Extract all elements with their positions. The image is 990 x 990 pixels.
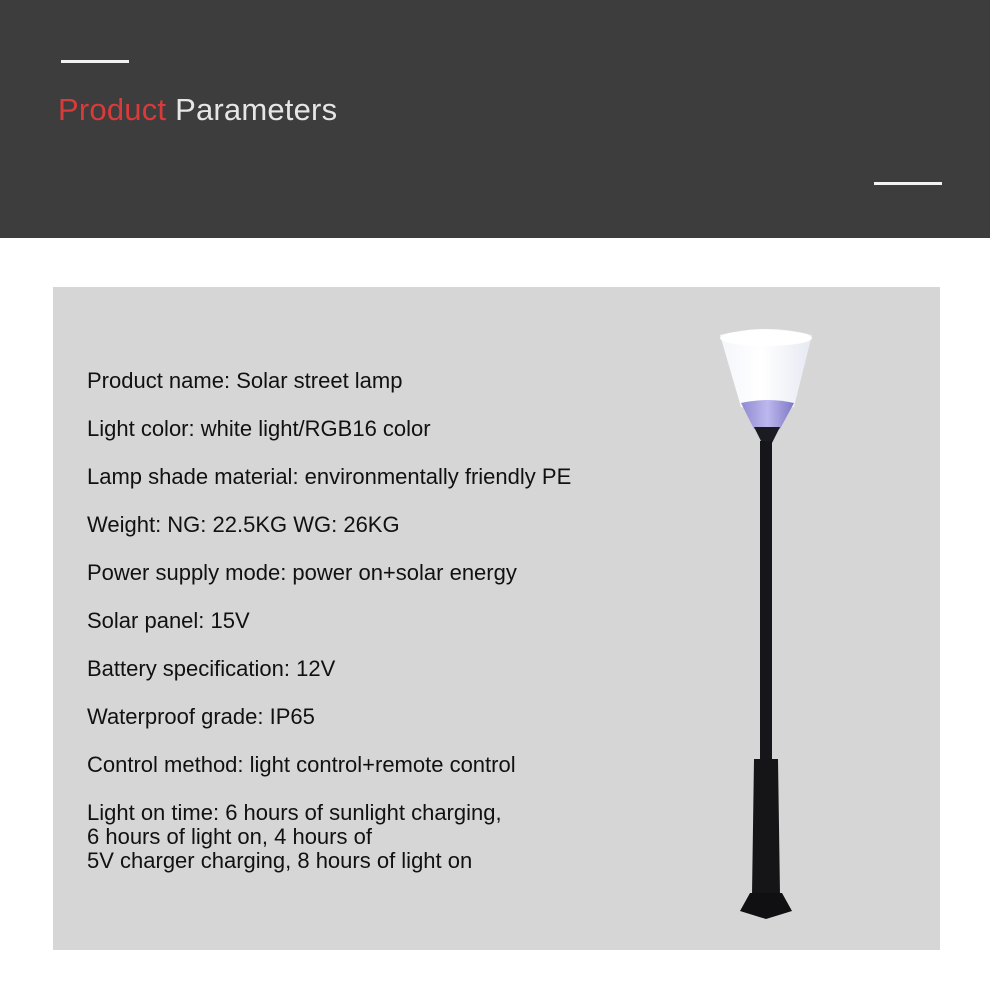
rgb-light-band [741, 400, 794, 431]
lamp-pole-lower [752, 759, 780, 895]
spec-light-color: Light color: white light/RGB16 color [87, 416, 431, 441]
spec-product-name: Product name: Solar street lamp [87, 368, 403, 393]
spec-solar-panel: Solar panel: 15V [87, 608, 250, 633]
spec-weight: Weight: NG: 22.5KG WG: 26KG [87, 512, 400, 537]
spec-waterproof-grade: Waterproof grade: IP65 [87, 704, 315, 729]
lamp-shade-rim [720, 330, 812, 346]
spec-control-method: Control method: light control+remote control [87, 752, 516, 777]
product-spec-panel [53, 287, 940, 950]
spec-list [87, 369, 667, 873]
title-accent-word: Product [58, 92, 167, 127]
header-banner [0, 0, 990, 238]
spec-power-supply-mode: Power supply mode: power on+solar energy [87, 560, 517, 585]
page-title [58, 90, 337, 130]
lamp-pole-upper [760, 441, 772, 759]
spec-light-on-time: Light on time: 6 hours of sunlight charging, 6 hours of light on, 4 hours of 5V charger charging, 8 hours of light on [87, 800, 502, 873]
decorative-rule-bottom-right [874, 182, 942, 185]
lamp-base [740, 893, 792, 919]
spec-lamp-shade-material: Lamp shade material: environmentally friendly PE [87, 464, 572, 489]
street-lamp-image [708, 327, 828, 927]
lamp-neck [754, 427, 780, 443]
spec-battery: Battery specification: 12V [87, 656, 336, 681]
title-rest: Parameters [166, 92, 338, 127]
decorative-rule-top-left [61, 60, 129, 63]
